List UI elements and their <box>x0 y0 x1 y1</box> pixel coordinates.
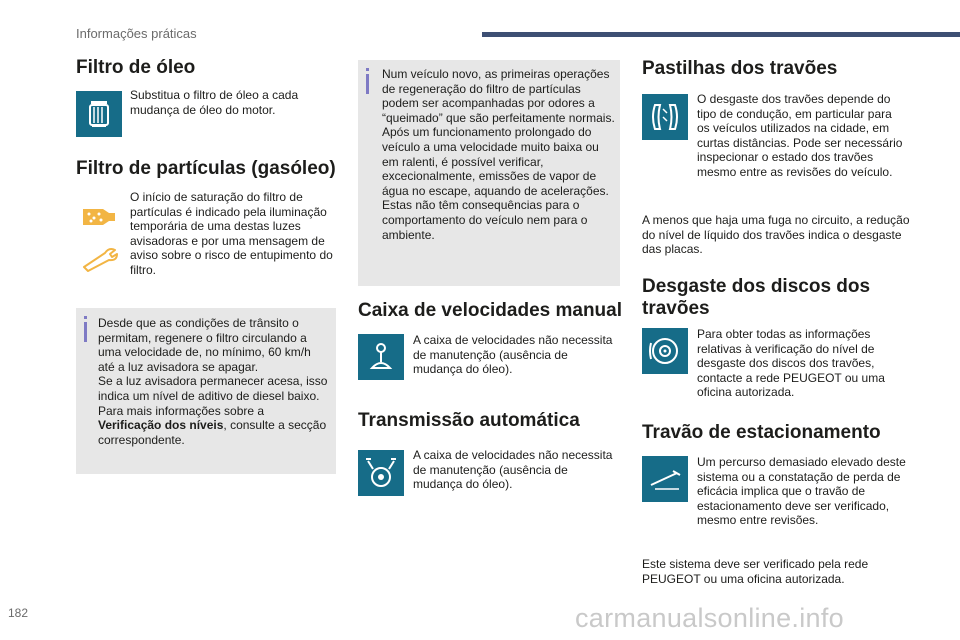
new-vehicle-info-box <box>358 60 620 286</box>
brake-disc-icon <box>642 328 688 374</box>
brake-discs-title: Desgaste dos discos dos travões <box>642 276 871 319</box>
info-bar <box>366 74 369 94</box>
service-wrench-icon <box>76 238 122 278</box>
info-dot <box>84 316 87 319</box>
oil-filter-text: Substitua o filtro de óleo a cada mudança de óleo do motor. <box>130 88 299 117</box>
parking-brake-icon <box>642 456 688 502</box>
particle-filter-warning-icon <box>76 196 122 236</box>
particle-filter-title: Filtro de partículas (gasóleo) <box>76 158 336 179</box>
particle-filter-text: O início de saturação do filtro de partículas é indicado pela iluminação temporária de uma destas luzes avisadoras e por uma mensagem de aviso sobre o risco de entupimento do filtro. <box>130 190 333 277</box>
watermark: carmanualsonline.info <box>575 603 844 633</box>
automatic-gearbox-text: A caixa de velocidades não necessita de manutenção (ausência de mudança do óleo). <box>413 448 613 492</box>
brake-pads-text: O desgaste dos travões depende do tipo de condução, em particular para os veículos utilizados na cidade, em curtas distâncias. Pode ser necessário inspecionar o estado dos travões mesmo entre as revisões do veículo. <box>697 92 903 179</box>
brake-pads-text2: A menos que haja uma fuga no circuito, a redução do nível de líquido dos travões indica o desgaste das placas. <box>642 213 910 257</box>
page-number: 182 <box>8 606 29 620</box>
brake-pads-icon <box>642 94 688 140</box>
manual-gearbox-title: Caixa de velocidades manual <box>358 300 623 321</box>
manual-gearbox-icon <box>358 334 404 380</box>
parking-brake-title: Travão de estacionamento <box>642 422 881 443</box>
parking-brake-text: Um percurso demasiado elevado deste sistema ou a constatação de perda de eficácia implica que o travão de estacionamento deve ser verificado, mesmo entre revisões. <box>697 455 906 528</box>
parking-brake-text2: Este sistema deve ser verificado pela rede PEUGEOT ou uma oficina autorizada. <box>642 557 869 586</box>
manual-gearbox-text: A caixa de velocidades não necessita de manutenção (ausência de mudança do óleo). <box>413 333 613 377</box>
brake-pads-title: Pastilhas dos travões <box>642 58 838 79</box>
automatic-gearbox-title: Transmissão automática <box>358 410 580 431</box>
new-vehicle-info-text: Num veículo novo, as primeiras operações de regeneração do filtro de partículas podem ser acompanhadas por odores a “queimado” que são perfeitamente normais. Após um funcionamento prolongado do veículo a uma velocidade muito baixa ou em ralenti, é possível verificar, excecionalmente, emissões de vapor de água no escape, aquando de acelerações. Estas não têm consequências para o comportamento do veículo nem para o ambiente. <box>382 67 615 242</box>
info-dot <box>366 68 369 71</box>
info-bar <box>84 322 87 342</box>
oil-filter-icon <box>76 91 122 137</box>
particle-filter-info-text: Desde que as condições de trânsito o permitam, regenere o filtro circulando a uma velocidade de, no mínimo, 60 km/h até a luz avisadora se apagar. Se a luz avisadora permanecer acesa, isso indica um nível de aditivo de diesel baixo. Para mais informações sobre a Verificação dos níveis, consulte a secção correspondente. <box>98 316 328 447</box>
brake-discs-text: Para obter todas as informações relativas à verificação do nível de desgaste dos discos dos travões, contacte a rede PEUGEOT ou uma oficina autorizada. <box>697 327 885 400</box>
header-bar <box>482 32 960 37</box>
oil-filter-title: Filtro de óleo <box>76 57 196 78</box>
automatic-gearbox-icon <box>358 450 404 496</box>
section-header: Informações práticas <box>76 26 197 41</box>
particle-filter-info-box <box>76 308 336 474</box>
